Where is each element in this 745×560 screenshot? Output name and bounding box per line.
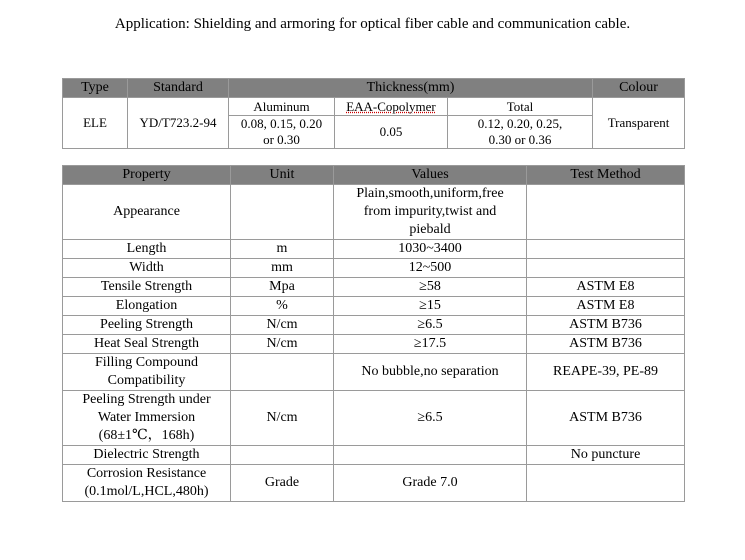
property-cell (63, 259, 231, 278)
unit-cell: N/cm (231, 391, 334, 446)
values-cell (334, 278, 527, 297)
property-cell-line: Peeling Strength under (82, 392, 211, 407)
aluminum-cell (229, 116, 335, 149)
spec-subheader-row (63, 98, 685, 116)
property-cell-line: Filling Compound (94, 355, 199, 370)
test-method-cell (527, 465, 685, 502)
values-cell-line: ≥6.5 (417, 410, 443, 425)
colour-cell: Transparent (593, 98, 685, 149)
values-cell-line: 12~500 (408, 260, 452, 275)
values-cell (334, 185, 527, 240)
property-cell (63, 278, 231, 297)
aluminum-subheader: Aluminum (229, 98, 335, 116)
standard-cell: YD/T723.2-94 (128, 98, 229, 149)
test-method-cell: REAPE-39, PE-89 (527, 354, 685, 391)
values-cell-line: piebald (409, 222, 451, 237)
values-header: Values (334, 166, 527, 185)
unit-cell: N/cm (231, 335, 334, 354)
test-method-cell (527, 240, 685, 259)
test-method-cell: ASTM B736 (527, 391, 685, 446)
property-cell (63, 185, 231, 240)
table-row (63, 335, 685, 354)
total-line-1: 0.12, 0.20, 0.25, (477, 116, 563, 131)
unit-cell (231, 354, 334, 391)
eaa-cell: 0.05 (335, 116, 448, 149)
colour-header: Colour (593, 79, 685, 98)
property-cell-line: (68±1℃，168h) (98, 428, 195, 443)
values-cell (334, 446, 527, 465)
total-line-2: 0.30 or 0.36 (488, 132, 552, 147)
values-cell-line: from impurity,twist and (363, 204, 497, 219)
test-method-cell: ASTM E8 (527, 297, 685, 316)
eaa-subheader-text: EAA-Copolymer (346, 98, 436, 114)
property-cell-line: Dielectric Strength (93, 447, 200, 462)
property-cell (63, 465, 231, 502)
property-cell-line: Water Immersion (97, 410, 196, 425)
property-header-row (63, 166, 685, 185)
property-cell-line: Corrosion Resistance (86, 466, 207, 481)
property-table-body (63, 185, 685, 502)
property-cell-line: Compatibility (107, 373, 186, 388)
type-header: Type (63, 79, 128, 98)
property-cell (63, 297, 231, 316)
values-cell-line: No bubble,no separation (361, 364, 499, 379)
table-row (63, 465, 685, 502)
table-row (63, 185, 685, 240)
test-method-cell (527, 259, 685, 278)
table-row (63, 354, 685, 391)
property-header: Property (63, 166, 231, 185)
eaa-subheader (335, 98, 448, 116)
thickness-header: Thickness(mm) (229, 79, 593, 98)
values-cell (334, 259, 527, 278)
unit-cell (231, 185, 334, 240)
table-row (63, 297, 685, 316)
test-method-cell: ASTM E8 (527, 278, 685, 297)
property-cell (63, 391, 231, 446)
test-method-cell: ASTM B736 (527, 316, 685, 335)
unit-cell (231, 446, 334, 465)
test-method-cell (527, 185, 685, 240)
property-cell-line: Width (129, 260, 164, 275)
property-cell (63, 240, 231, 259)
unit-header: Unit (231, 166, 334, 185)
unit-cell: Grade (231, 465, 334, 502)
unit-cell: m (231, 240, 334, 259)
property-cell-line: Appearance (113, 204, 180, 219)
values-cell (334, 297, 527, 316)
values-cell-line: 1030~3400 (398, 241, 462, 256)
values-cell (334, 465, 527, 502)
table-row (63, 391, 685, 446)
aluminum-line-2: or 0.30 (263, 132, 300, 147)
property-cell (63, 354, 231, 391)
property-cell (63, 446, 231, 465)
property-cell-line: Length (126, 241, 167, 256)
unit-cell: N/cm (231, 316, 334, 335)
property-cell-line: Tensile Strength (100, 279, 193, 294)
values-cell-line: Plain,smooth,uniform,free (356, 186, 504, 201)
property-cell (63, 335, 231, 354)
table-row (63, 259, 685, 278)
test-method-header: Test Method (527, 166, 685, 185)
unit-cell: % (231, 297, 334, 316)
standard-header: Standard (128, 79, 229, 98)
application-title: Application: Shielding and armoring for optical fiber cable and communication cable. (114, 16, 631, 32)
values-cell-line: ≥6.5 (417, 317, 443, 332)
table-row (63, 316, 685, 335)
test-method-cell: No puncture (527, 446, 685, 465)
table-row (63, 240, 685, 259)
test-method-cell: ASTM B736 (527, 335, 685, 354)
values-cell-line: Grade 7.0 (402, 475, 458, 490)
property-table (62, 165, 685, 502)
unit-cell: Mpa (231, 278, 334, 297)
property-cell-line: Heat Seal Strength (94, 336, 199, 351)
values-cell (334, 335, 527, 354)
total-cell (448, 116, 593, 149)
total-subheader: Total (448, 98, 593, 116)
table-row (63, 278, 685, 297)
spec-header-row (63, 79, 685, 98)
aluminum-line-1: 0.08, 0.15, 0.20 (240, 116, 323, 131)
values-cell (334, 316, 527, 335)
type-cell: ELE (63, 98, 128, 149)
property-cell (63, 316, 231, 335)
property-cell-line: Elongation (115, 298, 178, 313)
values-cell (334, 391, 527, 446)
values-cell-line: ≥58 (419, 279, 441, 294)
values-cell-line: ≥15 (419, 298, 441, 313)
values-cell (334, 240, 527, 259)
table-row (63, 446, 685, 465)
property-cell-line: Peeling Strength (100, 317, 193, 332)
values-cell (334, 354, 527, 391)
property-cell-line: (0.1mol/L,HCL,480h) (84, 484, 209, 499)
unit-cell: mm (231, 259, 334, 278)
values-cell-line: ≥17.5 (413, 336, 447, 351)
specification-table (62, 78, 685, 149)
